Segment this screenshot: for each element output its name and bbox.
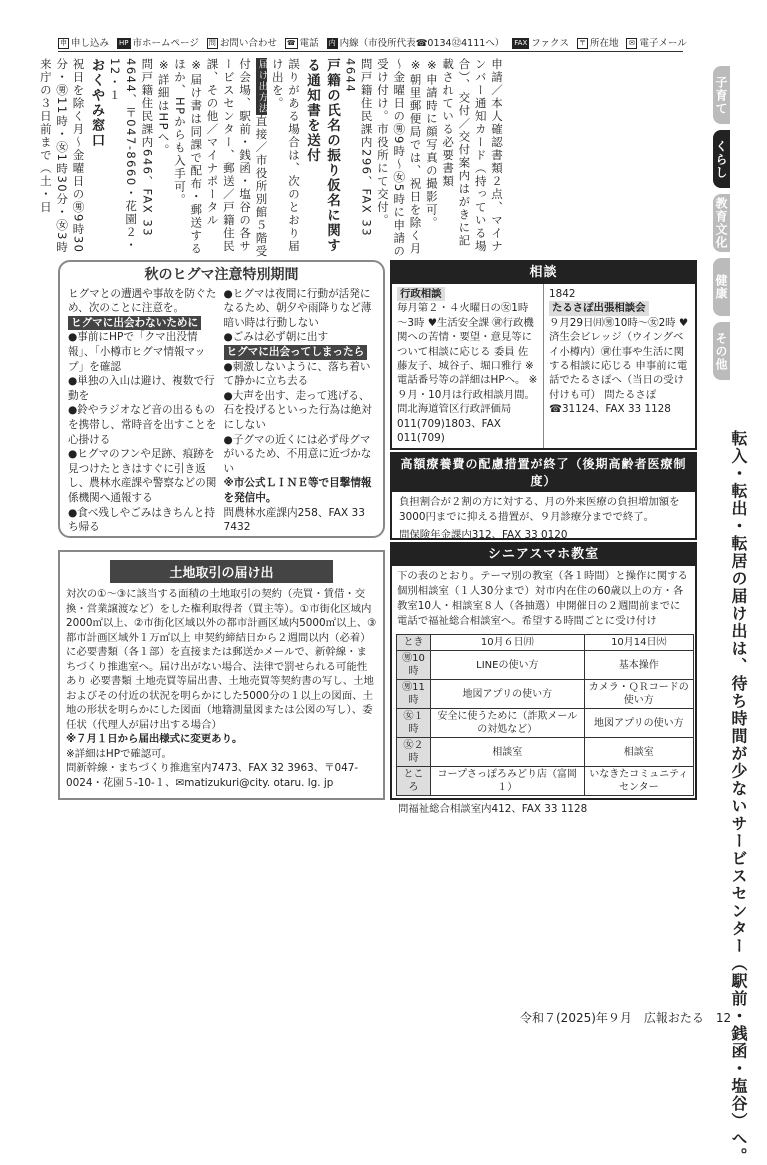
table-header: とき	[397, 635, 431, 651]
extension-icon: 内	[328, 39, 336, 47]
table-cell: ところ	[397, 767, 431, 796]
tab-kosodate[interactable]: 子育て	[713, 66, 730, 124]
section-heading: 戸籍の氏名の振り仮名に関する通知書を送付	[304, 58, 341, 253]
legend-address	[577, 36, 619, 51]
bear-note: ※市公式ＬＩＮＥ等で目撃情報を発信中。	[223, 477, 372, 504]
legend-phone	[285, 36, 319, 51]
legend-label: お問い合わせ	[219, 37, 277, 49]
table-cell: カメラ・ＱＲコードの使い方	[584, 680, 693, 709]
side-banner: 転入・転出・転居の届け出は、待ち時間が少ないサービスセンター（駅前・銭函・塩谷）へ。	[729, 430, 748, 1165]
contact-text: 問戸籍住民課内296、FAX 33 4644	[343, 58, 374, 238]
table-cell: 基本操作	[584, 651, 693, 680]
legend-label: ファクス	[531, 37, 569, 49]
text-paragraph: 申請／本人確認書類２点、マイナンバー通知カード（持っている場合）、交付／交付案内はがきに記載されている必要書類	[441, 58, 504, 253]
contact-text: 問戸籍住民課内646、FAX 33 4644、〒047-8660・花園２・12・１	[107, 58, 155, 252]
table-cell: 地図アプリの使い方	[431, 680, 585, 709]
table-header: 10月14日㈫	[584, 635, 693, 651]
apply-icon: 申	[60, 39, 67, 47]
bear-item: ●食べ残しやごみはきちんと持ち帰る	[68, 506, 215, 534]
legend-extension	[327, 36, 505, 51]
bear-intro: ヒグマとの遭遇や事故を防ぐため、次のことに注意を。	[68, 287, 217, 315]
tab-kurashi[interactable]: くらし	[713, 130, 730, 188]
legend-label: 内線（市役所代表☎0134㉜4111へ）	[339, 37, 505, 49]
legend-label: 電話	[299, 37, 319, 49]
bear-item: ●子グマの近くには必ず母グマがいるため、不用意に近づかない	[223, 433, 372, 475]
table-cell: ㊚11時	[397, 680, 431, 709]
senior-smartphone-box	[390, 542, 697, 815]
medical-title: 高額療養費の配慮措置が終了（後期高齢者医療制度）	[392, 454, 695, 492]
legend-website	[117, 36, 199, 51]
land-note: ※７月１日から届出様式に変更あり。	[66, 733, 243, 745]
table-cell: 地図アプリの使い方	[584, 709, 693, 738]
bear-item: ●ごみは必ず朝に出す	[223, 331, 329, 344]
text-paragraph: ※申請時に顔写真の撮影可。	[424, 58, 439, 230]
text-paragraph: 祝日を除く月～金曜日の㊚9時30分・㊚11時・㊛1時30分・㊛3時	[55, 58, 86, 254]
vertical-text-column	[38, 58, 505, 258]
table-cell: ㊚10時	[397, 651, 431, 680]
senior-title: シニアスマホ教室	[392, 544, 695, 566]
consultation-title: 相談	[392, 262, 695, 284]
legend-fax	[512, 36, 569, 51]
inquiry-icon: 問	[208, 39, 216, 47]
tab-sonota[interactable]: その他	[713, 322, 730, 380]
table-cell: LINEの使い方	[431, 651, 585, 680]
table-row	[397, 651, 694, 680]
land-body: 対次の①～③に該当する面積の土地取引の契約（売買・賃借・交換・営業譲渡など）をした権利取得者（買主等）。①市街化区域内2000㎡以上、②市街化区域以外の都市計画区域内5000㎡以上、③都市計画区域外１万㎡以上 申契約締結日から２週間以内（必着）に必要書類（各１部）を直接または郵送かメールで、新幹線・まちづくり推進室へ。届け出がない場合、法律で罰せられる可能性あり 必要書類 土地売買等届出書、土地売買等契約書の写し、土地およびその付近の状況を明らかにした5000分の１以上の図面、土地の形状を明らかにした図面（地籍測量図または公図の写し）、委任状（代理人が届け出する場合）	[66, 588, 377, 731]
label-tag: 届け出方法	[256, 59, 268, 114]
bear-title: 秋のヒグマ注意特別期間	[144, 267, 299, 283]
senior-intro: 下の表のとおり。テーマ別の教室（各１時間）と操作に関する個別相談室（１人30分まで）対市内在住の60歳以上の方・各教室10人・相談室８人（各抽選）申開催日の２週間前までに電話で福祉総合相談室へ。希望する時間ごとに受け付け	[397, 570, 688, 627]
table-cell: ㊛１時	[397, 709, 431, 738]
consult-subheading: 行政相談	[397, 287, 445, 301]
land-title: 土地取引の届け出	[110, 560, 333, 583]
contact-text: 問新幹線・まちづくり推進室内7473、FAX 32 3963、〒047-0024・花園５-10-１、✉matizukuri@city. otaru. lg. jp	[66, 762, 359, 789]
bear-warning-box	[58, 260, 385, 538]
table-row	[397, 709, 694, 738]
bear-subheading: ヒグマに出会わないために	[68, 316, 201, 331]
table-cell: ㊛２時	[397, 738, 431, 767]
text-paragraph: 来庁の３日前まで（土・日	[38, 58, 53, 214]
table-cell: 安全に使うために（詐欺メールの対処など）	[431, 709, 585, 738]
legend-inquiry	[207, 36, 277, 51]
tab-kyoiku[interactable]: 教育文化	[713, 194, 730, 252]
bear-item: ●刺激しないように、落ち着いて静かに立ち去る	[223, 360, 371, 388]
table-header: 10月６日㈪	[431, 635, 585, 651]
contact-text: 問保険年金課内312、FAX 33 0120	[399, 529, 568, 541]
table-cell: 相談室	[431, 738, 585, 767]
legend	[58, 36, 687, 52]
phone-icon: ☎	[286, 39, 296, 47]
consultation-box	[390, 260, 697, 450]
schedule-table	[396, 634, 694, 796]
text-paragraph: 直接／市役所別館５階受付会場、駅前・銭函・塩谷の各サービスセンター、郵送／戸籍住民課、その他／マイナポータル	[205, 58, 269, 258]
contact-text: 問福祉総合相談室内412、FAX 33 1128	[398, 803, 588, 815]
tab-kenko[interactable]: 健康	[713, 258, 730, 316]
legend-label: 所在地	[589, 37, 619, 49]
consult-text: ９月29日㈪㊚10時～㊛2時 ♥済生会ビレッジ（ウイングベイ小樽内）㊮仕事や生活に関する相談に応じる 申事前に電話でたるさぽへ（当日の受け付けも可） 問たるさぽ☎31124、FAX 33 1128	[549, 316, 689, 416]
bear-subheading: ヒグマに出会ってしまったら	[224, 345, 368, 360]
table-row	[397, 680, 694, 709]
bear-item: ●鈴やラジオなど音の出るものを携帯し、常時音を出すことを心掛ける	[68, 404, 217, 446]
category-tabs	[713, 66, 758, 386]
address-icon: 〒	[578, 39, 586, 47]
page-footer: 令和７(2025)年９月 広報おたる 12	[520, 1011, 732, 1025]
text-paragraph: 誤りがある場合は、次のとおり届け出を。	[270, 58, 302, 253]
consult-text: 1842	[549, 288, 576, 300]
text-paragraph: ※詳細はHPへ。	[156, 58, 171, 158]
land-transaction-box	[58, 550, 385, 800]
fax-icon: FAX	[514, 39, 528, 47]
table-cell: 相談室	[584, 738, 693, 767]
bear-item: ●事前にHPで「クマ出没情報」、「小樽市ヒグマ情報マップ」を確認	[68, 331, 206, 373]
text-paragraph: ※届け書は同課で配布・郵送するほか、HPからも入手可。	[172, 58, 204, 256]
legend-label: 電子メール	[639, 37, 687, 49]
bear-item: ●ヒグマのフンや足跡、痕跡を見つけたときはすぐに引き返し、農林水産課や警察などの関係機関へ通報する	[68, 448, 217, 504]
table-cell: いなきたコミュニティセンター	[584, 767, 693, 796]
consult-text: 毎月第２・４火曜日の㊛1時～3時 ♥生活安全課 ㊮行政機関への苦情・要望・意見等について相談に応じる 委員 佐藤友子、城谷子、堀口雅行 ※電話番号等の詳細はHPへ。 ※９月・10月は行政相談月間。 問北海道管区行政評価局 011(709)1803、FAX 011(709)	[397, 302, 538, 445]
legend-label: 市ホームページ	[132, 37, 199, 49]
consult-subheading: たるさぽ出張相談会	[549, 301, 649, 315]
table-cell: コープさっぽろみどり店（富岡１）	[431, 767, 585, 796]
section-heading: おくやみ窓口	[88, 58, 105, 148]
table-row	[397, 738, 694, 767]
website-icon: HP	[119, 39, 129, 47]
bear-item: ●大声を出す、走って逃げる、石を投げるといった行為は絶対にしない	[223, 389, 372, 431]
contact-text: 問農林水産課内258、FAX 33 7432	[223, 506, 365, 534]
legend-email	[626, 36, 686, 51]
medical-body: 負担割合が２割の方に対する、月の外来医療の負担増加額を3000円までに抑える措置が、９月診療分までで終了。	[399, 496, 680, 523]
medical-box	[390, 452, 697, 540]
email-icon: ✉	[626, 38, 637, 49]
bear-item: ●単独の入山は避け、複数で行動を	[68, 375, 215, 402]
legend-apply	[58, 36, 109, 51]
table-row	[397, 767, 694, 796]
land-note: ※詳細はHPで確認可。	[66, 747, 172, 760]
bear-item: ●ヒグマは夜間に行動が活発になるため、朝夕や雨降りなど薄暗い時は行動しない	[223, 287, 372, 329]
legend-label: 申し込み	[71, 37, 110, 49]
text-paragraph: ※朝里郵便局では、祝日を除く月～金曜日の㊚9時～㊛5時に申請の受け付け。市役所にて交付。	[375, 58, 423, 258]
